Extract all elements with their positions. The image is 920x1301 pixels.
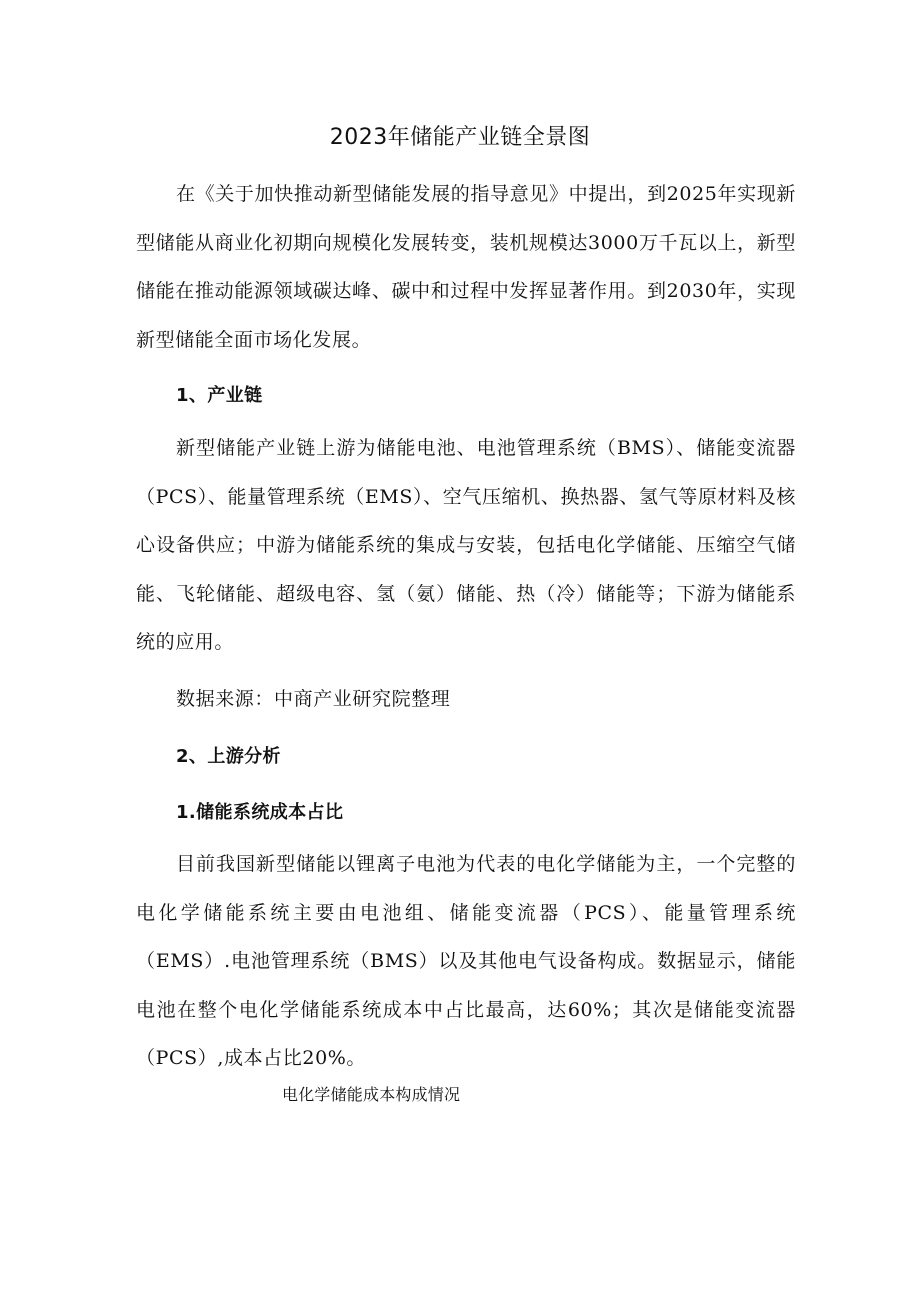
industry-chain-paragraph: 新型储能产业链上游为储能电池、电池管理系统（BMS）、储能变流器（PCS）、能量管理系统（EMS）、空气压缩机、换热器、氢气等原材料及核心设备供应；中游为储能系统的集成与安装，包括电化学储能、压缩空气储能、飞轮储能、超级电容、氢（氨）储能、热（冷）储能等；下游为储能系统的应用。 bbox=[136, 437, 796, 653]
section-heading-industry-chain: 1、产业链 bbox=[176, 385, 263, 406]
section-heading-upstream-analysis: 2、上游分析 bbox=[176, 746, 281, 767]
data-source-note: 数据来源：中商产业研究院整理 bbox=[176, 688, 451, 710]
figure-caption: 电化学储能成本构成情况 bbox=[282, 1085, 461, 1104]
intro-paragraph: 在《关于加快推动新型储能发展的指导意见》中提出，到2025年实现新型储能从商业化初期向规模化发展转变，装机规模达3000万千瓦以上，新型储能在推动能源领域碳达峰、碳中和过程中发挥显著作用。到2030年，实现新型储能全面市场化发展。 bbox=[136, 183, 796, 351]
page-title: 2023年储能产业链全景图 bbox=[329, 125, 591, 150]
cost-share-paragraph: 目前我国新型储能以锂离子电池为代表的电化学储能为主，一个完整的电化学储能系统主要由电池组、储能变流器（PCS）、能量管理系统（EMS）.电池管理系统（BMS）以及其他电气设备构成。数据显示，储能电池在整个电化学储能系统成本中占比最高，达60%；其次是储能变流器（PCS）,成本占比20%。 bbox=[136, 853, 796, 1069]
subsection-heading-cost-share: 1.储能系统成本占比 bbox=[176, 802, 344, 823]
